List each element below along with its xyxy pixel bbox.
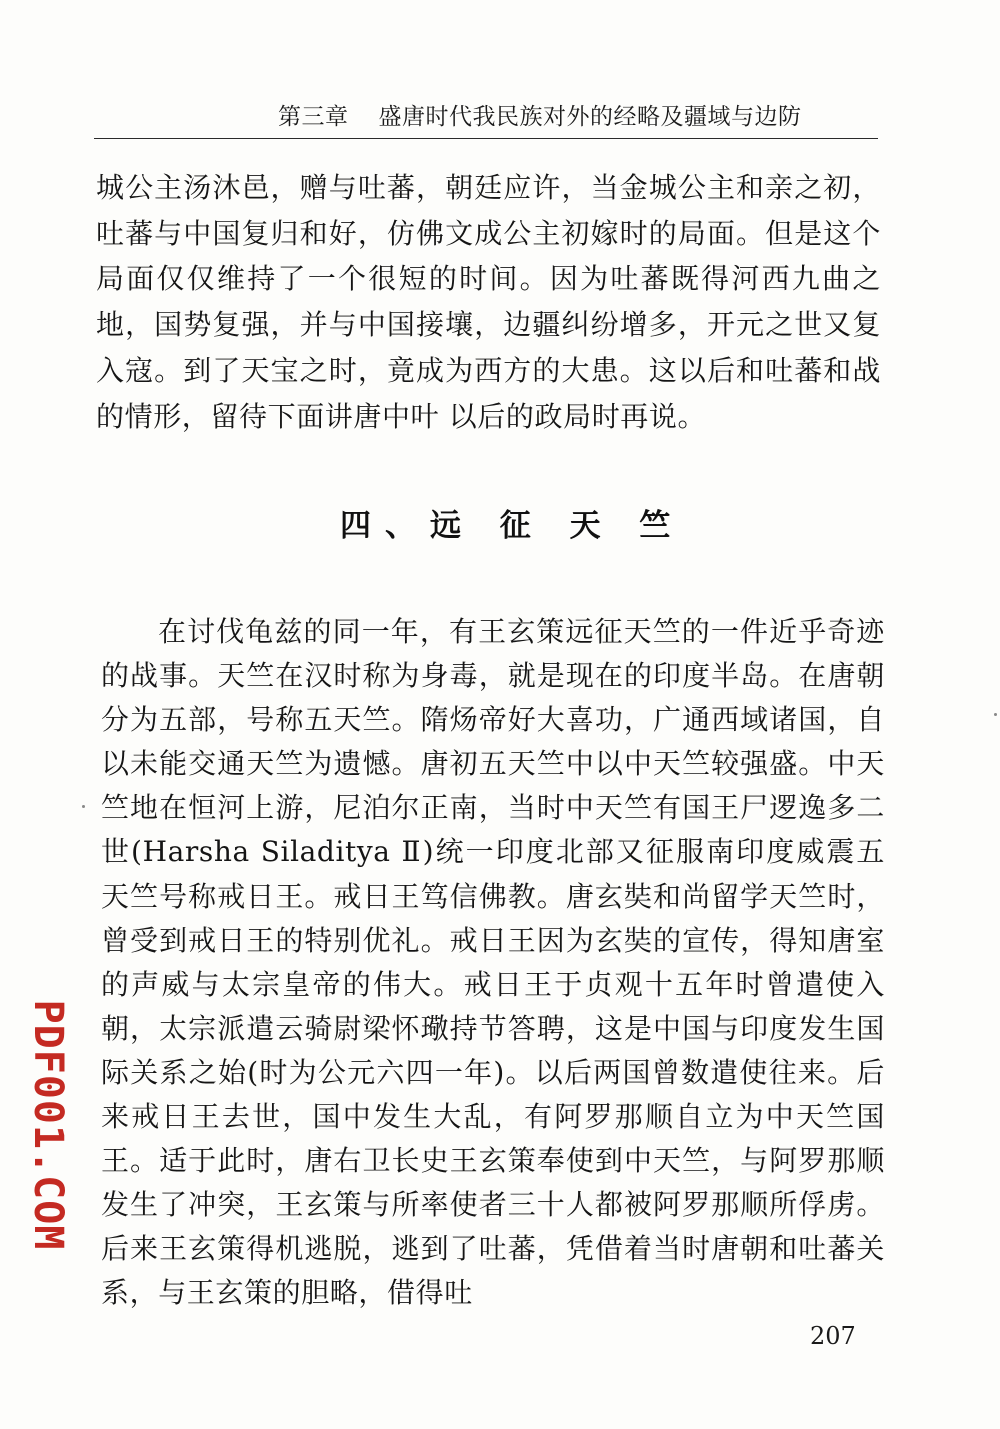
paragraph-body: 在讨伐龟兹的同一年，有王玄策远征天竺的一件近乎奇迹的战事。天竺在汉时称为身毒，就是现在的印度半岛。在唐朝分为五部，号称五天竺。隋炀帝好大喜功，广通西域诸国，自以未能交通天竺为遗憾。唐初五天竺中以中天竺较强盛。中天竺地在恒河上游，尼泊尔正南，当时中天竺有国王尸逻逸多二世(Harsha Siladitya Ⅱ)统一印度北部又征服南印度威震五天竺号称戒日王。戒日王笃信佛教。唐玄奘和尚留学天竺时，曾受到戒日王的特别优礼。戒日王因为玄奘的宣传，得知唐室的声威与太宗皇帝的伟大。戒日王于贞观十五年时曾遣使入朝，太宗派遣云骑尉梁怀璥持节答聘，这是中国与印度发生国际关系之始(时为公元六四一年)。以后两国曾数遣使往来。后来戒日王去世，国中发生大乱，有阿罗那顺自立为中天竺国王。适于此时，唐右卫长史王玄策奉使到中天竺，与阿罗那顺发生了冲突，王玄策与所率使者三十人都被阿罗那顺所俘虏。后来王玄策得机逃脱，逃到了吐蕃，凭借着当时唐朝和吐蕃关系，与王玄策的胆略，借得吐 bbox=[101, 615, 885, 1310]
chapter-label: 第三章 bbox=[278, 104, 349, 130]
scan-speck bbox=[82, 805, 85, 808]
page-number: 207 bbox=[810, 1322, 856, 1350]
section-heading: 四、远 征 天 竺 bbox=[340, 508, 685, 544]
running-header bbox=[278, 98, 878, 131]
watermark-text: PDF001.COM bbox=[25, 999, 71, 1251]
scan-speck bbox=[994, 713, 997, 716]
header-rule bbox=[94, 138, 878, 139]
paragraph-continued: 城公主汤沐邑，赠与吐蕃，朝廷应许，当金城公主和亲之初，吐蕃与中国复归和好，仿佛文成公主初嫁时的局面。但是这个局面仅仅维持了一个很短的时间。因为吐蕃既得河西九曲之地，国势复强，并与中国接壤，边疆纠纷增多，开元之世又复入寇。到了天宝之时，竟成为西方的大患。这以后和吐蕃和战的情形，留待下面讲唐中叶 以后的政局时再说。 bbox=[96, 171, 881, 433]
watermark-logo bbox=[27, 1000, 69, 1250]
chapter-title: 盛唐时代我民族对外的经略及疆域与边防 bbox=[378, 104, 802, 130]
